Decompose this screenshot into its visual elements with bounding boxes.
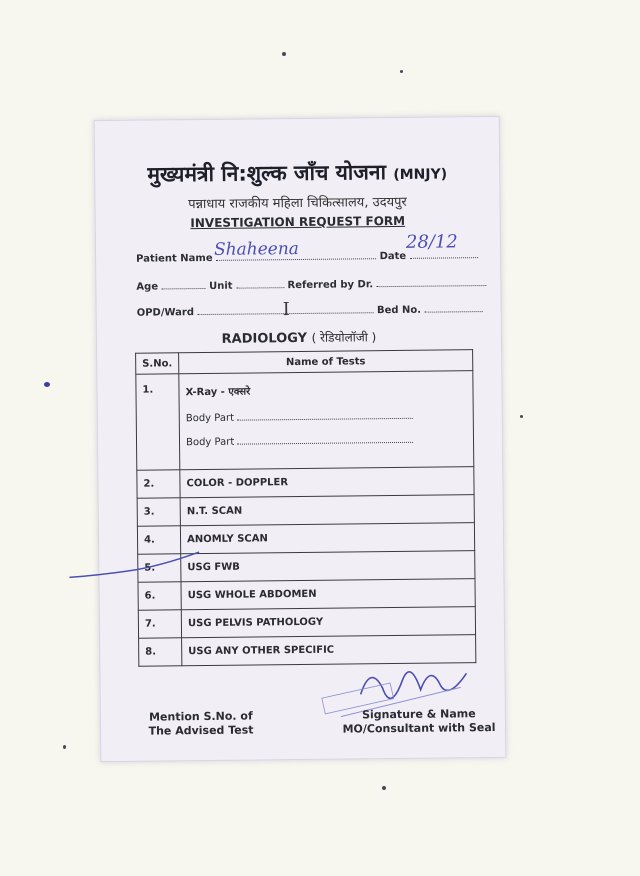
row-sno: 2.	[137, 470, 180, 498]
speck	[63, 745, 66, 749]
body-part-line	[237, 434, 413, 445]
age-line	[162, 280, 206, 289]
row-test: N.T. SCAN	[180, 495, 474, 526]
body-part-2	[186, 433, 467, 448]
radiology-heading	[97, 327, 501, 348]
unit-line	[236, 279, 284, 289]
row-test: COLOR - DOPPLER	[180, 467, 474, 498]
row-test: ANOMLY SCAN	[180, 523, 474, 554]
patient-name-handwritten: Shaheena	[213, 239, 300, 260]
row-sno: 4.	[137, 526, 180, 554]
body-part-label: Body Part	[186, 436, 235, 449]
date-handwritten: 28/12	[405, 231, 458, 253]
patient-name-label: Patient Name	[136, 252, 213, 265]
age-label: Age	[136, 281, 159, 293]
body-part-line	[237, 410, 413, 421]
form-title: INVESTIGATION REQUEST FORM	[190, 213, 406, 231]
table-row	[137, 495, 474, 527]
xray-label: X-Ray - एक्सरे	[185, 386, 251, 399]
footer-left-line2: The Advised Test	[148, 723, 254, 738]
speck	[282, 52, 286, 56]
row-sno: 5.	[138, 554, 181, 582]
opd-bed-row	[137, 303, 483, 319]
referred-line	[377, 277, 487, 287]
col-sno: S.No.	[136, 353, 179, 374]
row-sno: 6.	[138, 582, 181, 610]
tests-table	[135, 349, 476, 667]
table-row	[138, 607, 475, 639]
opd-handwritten: I	[282, 299, 290, 321]
speck	[520, 415, 523, 418]
speck	[44, 382, 50, 387]
bed-line	[424, 303, 482, 313]
row-test: USG PELVIS PATHOLOGY	[181, 607, 475, 638]
body-part-1	[186, 409, 467, 424]
age-unit-referred-row	[136, 277, 486, 293]
radiology-hindi: ( रेडियोलॉजी )	[311, 330, 377, 345]
date-label: Date	[379, 250, 407, 263]
tick-mark	[59, 548, 209, 590]
signature-label: Signature & Name	[362, 707, 476, 722]
row-sno: 7.	[138, 610, 181, 638]
row-sno: 1.	[136, 374, 180, 470]
footer-left	[141, 709, 261, 738]
row-test: USG ANY OTHER SPECIFIC	[182, 635, 476, 666]
scheme-title-hindi: मुख्यमंत्री नि:शुल्क जाँच योजना	[147, 160, 387, 187]
table-row	[137, 467, 474, 499]
xray-cell	[179, 371, 474, 470]
row-test: USG FWB	[181, 551, 475, 582]
consultant-label: MO/Consultant with Seal	[342, 720, 496, 736]
radiology-label: RADIOLOGY	[221, 330, 308, 347]
hospital-name: पन्नाधाय राजकीय महिला चिकित्सालय, उदयपुर	[188, 194, 407, 213]
investigation-request-form	[94, 116, 507, 762]
speck	[382, 786, 386, 790]
referred-label: Referred by Dr.	[287, 279, 374, 292]
row-sno: 8.	[139, 638, 182, 666]
body-part-label: Body Part	[185, 412, 235, 425]
bed-label: Bed No.	[376, 304, 422, 317]
scheme-title	[95, 157, 499, 189]
table-row	[136, 371, 474, 471]
col-name: Name of Tests	[179, 350, 473, 374]
footer-left-line1: Mention S.No. of	[148, 709, 253, 724]
speck	[400, 70, 403, 73]
scheme-abbreviation: (MNJY)	[393, 166, 448, 184]
unit-label: Unit	[208, 280, 233, 292]
opd-label: OPD/Ward	[136, 307, 195, 319]
row-test: USG WHOLE ABDOMEN	[181, 579, 475, 610]
footer-right	[339, 707, 499, 737]
row-sno: 3.	[137, 498, 180, 526]
